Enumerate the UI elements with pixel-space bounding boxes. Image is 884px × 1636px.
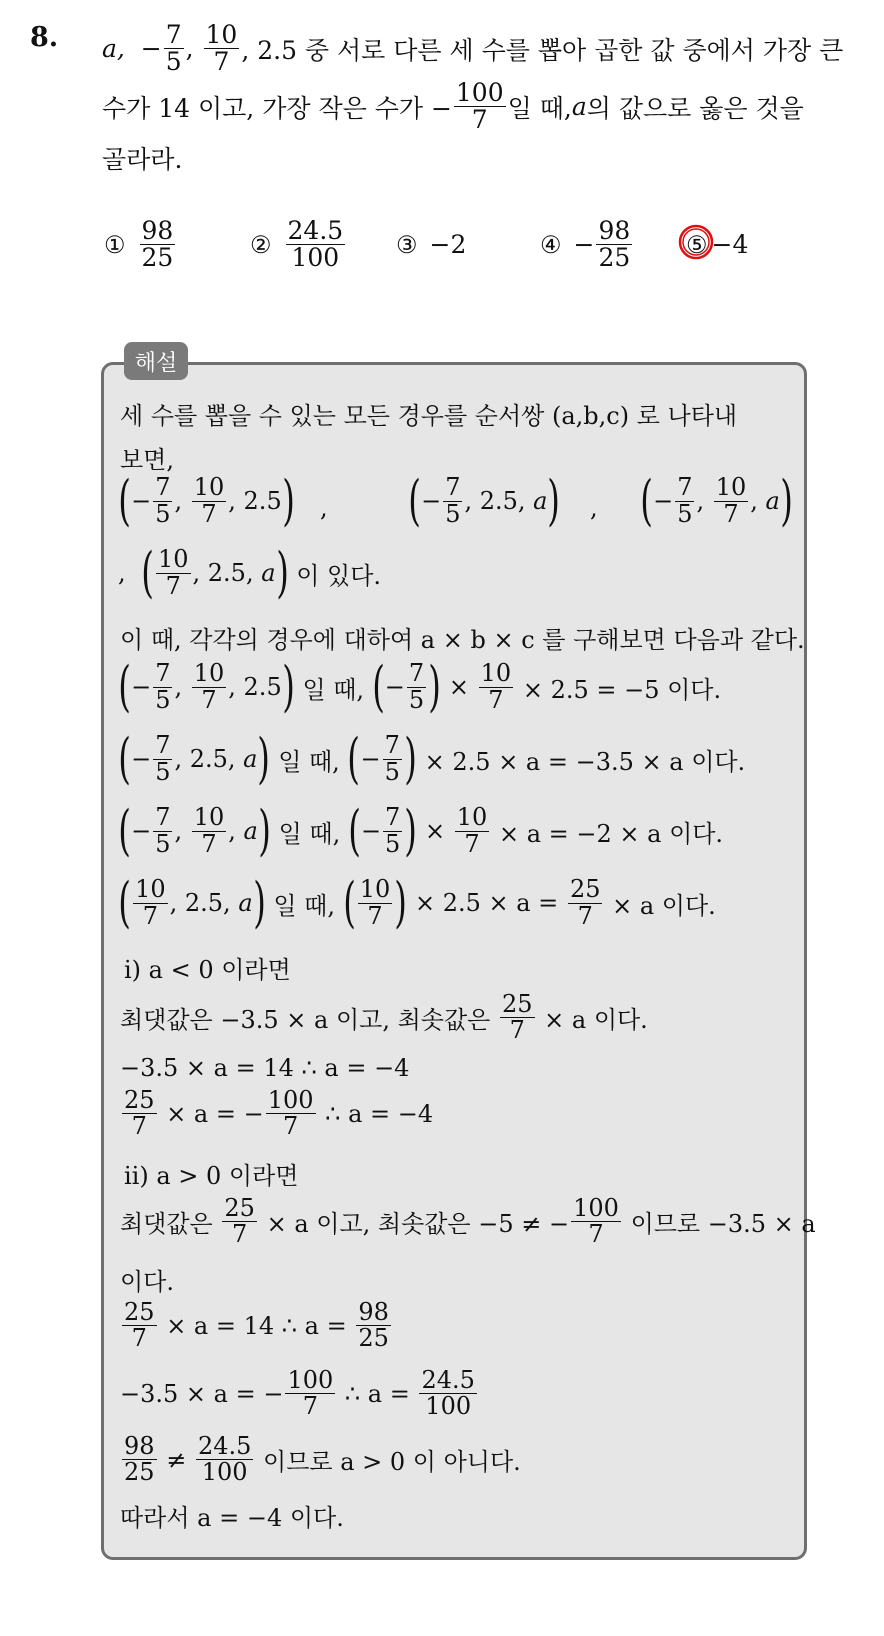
separator: , bbox=[590, 494, 598, 522]
result-row-3: ( − 7 5 , 10 7 , a ) 일 때, ( − 7 5 ) × $\frac{10}{7}$ × a = −2 × a 이다. bbox=[118, 799, 724, 862]
selected-circle-icon bbox=[676, 222, 716, 262]
solution-line: $\frac{25}{7}$ × a = 14 ∴ a = $\frac{98}{25}$ bbox=[124, 1298, 389, 1353]
option-3[interactable]: ③ −2 bbox=[396, 230, 467, 259]
solution-line: 세 수를 뽑을 수 있는 모든 경우를 순서쌍 (a,b,c) 로 나타내 bbox=[120, 402, 738, 430]
solution-line: 보면, bbox=[120, 446, 174, 474]
question-line-2: 수가 14 이고, 가장 작은 수가 − $\frac{100}{7}$ 일 때, a 의 값으로 옳은 것을 bbox=[102, 78, 804, 135]
fraction: 98 25 bbox=[141, 216, 174, 273]
solution-line: 이다. bbox=[120, 1268, 174, 1296]
solution-line: 최댓값은 $\frac{25}{7}$ × a 이고, 최솟값은 −5 ≠ − $\frac{100}{7}$ 이므로 −3.5 × a bbox=[120, 1194, 816, 1249]
separator: , bbox=[320, 494, 328, 522]
final-line: 따라서 a = −4 이다. bbox=[120, 1504, 344, 1532]
question-line-3: 골라라. bbox=[102, 145, 183, 174]
result-row-2: ( − 7 5 , 2.5, a ) 일 때, ( − 7 5 ) × 2.5 × a = −3.5 × a 이다. bbox=[118, 727, 746, 790]
question-number: 8. bbox=[30, 22, 59, 53]
solution-line: $\frac{25}{7}$ × a = − $\frac{100}{7}$ ∴ a = −4 bbox=[124, 1086, 434, 1141]
solution-tag: 해설 bbox=[124, 342, 188, 380]
option-5[interactable]: ⑤ −4 bbox=[686, 230, 748, 259]
result-row-1: ( − 7 5 , 10 7 , 2.5 ) 일 때, ( − 7 5 ) × $\frac{10}{7}$ × 2.5 = −5 이다. bbox=[118, 655, 722, 718]
case-tuple-3: ( − 7 5 , 10 7 , a ) bbox=[640, 469, 793, 532]
option-1[interactable]: ① 98 25 bbox=[104, 216, 174, 273]
result-row-4: ( 10 7 , 2.5, a ) 일 때, ( 10 7 ) × 2.5 × a = $\frac{25}{7}$ × a 이다. bbox=[118, 871, 716, 934]
case-tuple-2: ( − 7 5 , 2.5, a ) bbox=[408, 469, 561, 532]
case-i-heading: ⅰ) a < 0 이라면 bbox=[124, 956, 291, 984]
solution-line: −3.5 × a = 14 ∴ a = −4 bbox=[120, 1054, 410, 1082]
solution-line: −3.5 × a = − $\frac{100}{7}$ ∴ a = $\frac{24.5}{100}$ bbox=[120, 1366, 475, 1421]
option-4[interactable]: ④ − $\frac{98}{25}$ bbox=[540, 216, 631, 273]
option-2[interactable]: ② 24.5 100 bbox=[250, 216, 344, 273]
question-line-1: a, − 7 5 , 10 7 , 2.5 중 서로 다른 세 수를 뽑아 곱한 값 중에서 가장 큰 bbox=[102, 20, 844, 77]
solution-line: 98 25 ≠ 24.5 100 이므로 a > 0 이 아니다. bbox=[124, 1432, 521, 1487]
fraction: $\frac{98}{25}$ bbox=[598, 216, 631, 273]
fraction: 10 7 bbox=[205, 20, 238, 77]
case-tuple-4: , ( 10 7 , 2.5, a ) 이 있다. bbox=[118, 541, 382, 604]
solution-line: 이 때, 각각의 경우에 대하여 a × b × c 를 구해보면 다음과 같다. bbox=[120, 626, 805, 654]
case-ii-heading: ⅱ) a > 0 이라면 bbox=[124, 1162, 299, 1190]
fraction: 7 5 bbox=[165, 20, 182, 77]
fraction: 24.5 100 bbox=[287, 216, 344, 273]
fraction: $\frac{100}{7}$ bbox=[455, 78, 504, 135]
case-tuple-1: ( − 7 5 , 10 7 , 2.5 ) bbox=[118, 469, 295, 532]
solution-line: 최댓값은 −3.5 × a 이고, 최솟값은 $\frac{25}{7}$ × a 이다. bbox=[120, 990, 648, 1045]
option-5-marker: ⑤ bbox=[686, 230, 712, 259]
